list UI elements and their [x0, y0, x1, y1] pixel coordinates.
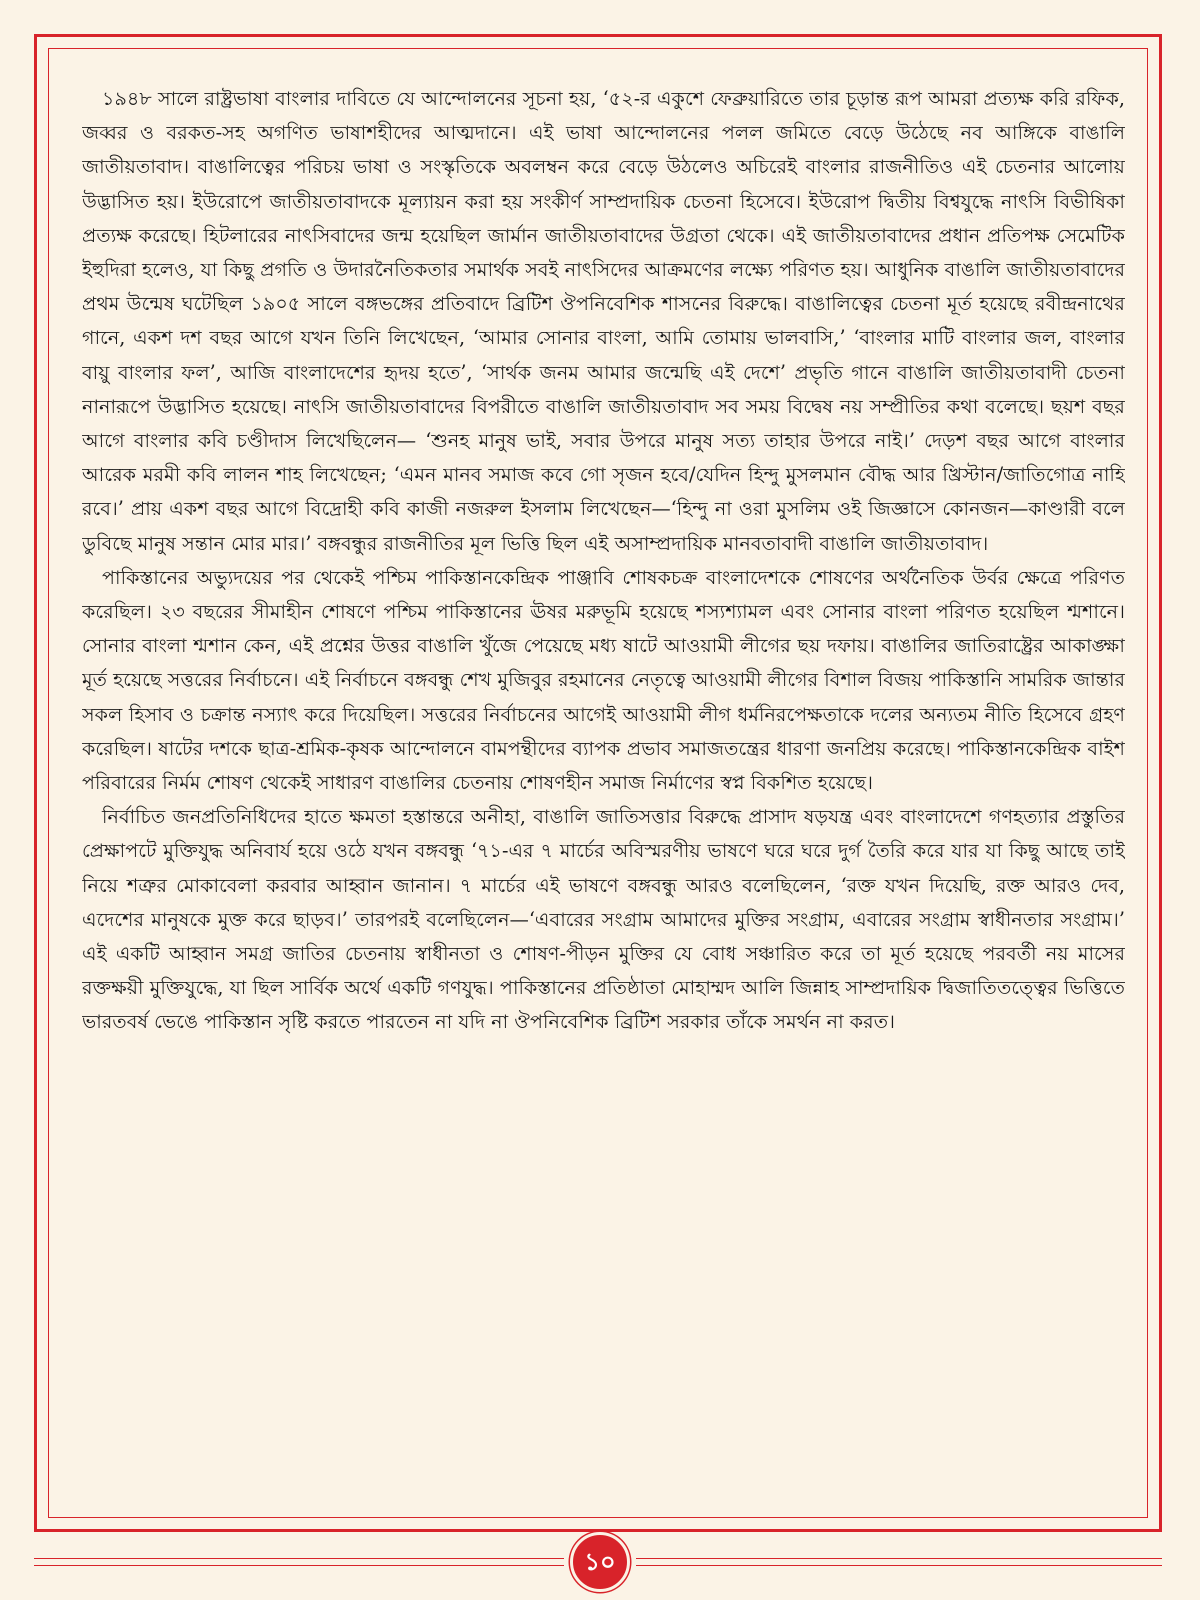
paragraph-1: ১৯৪৮ সালে রাষ্ট্রভাষা বাংলার দাবিতে যে আন্দোলনের সূচনা হয়, ‘৫২-র একুশে ফেব্রুয়ারিতে তার চূড়ান্ত রূপ আমরা প্রত্যক্ষ করি রফিক, জব্বর ও বরকত-সহ অগণিত ভাষাশহীদের আত্মদানে। এই ভাষা আন্দোলনের পলল জমিতে বেড়ে উঠেছে নব আঙ্গিকে বাঙালি জাতীয়তাবাদ। বাঙালিত্বের পরিচয় ভাষা ও সংস্কৃতিকে অবলম্বন করে বেড়ে উঠলেও অচিরেই বাংলার রাজনীতিও এই চেতনার আলোয় উদ্ভাসিত হয়। ইউরোপে জাতীয়তাবাদকে মূল্যায়ন করা হয় সংকীর্ণ সাম্প্রদায়িক চেতনা হিসেবে। ইউরোপ দ্বিতীয় বিশ্বযুদ্ধে নাৎসি বিভীষিকা প্রত্যক্ষ করেছে। হিটলারের নাৎসিবাদের জন্ম হয়েছিল জার্মান জাতীয়তাবাদের উগ্রতা থেকে। এই জাতীয়তাবাদের প্রধান প্রতিপক্ষ সেমেটিক ইহুদিরা হলেও, যা কিছু প্রগতি ও উদারনৈতিকতার সমার্থক সবই নাৎসিদের আক্রমণের লক্ষ্যে পরিণত হয়। আধুনিক বাঙালি জাতীয়তাবাদের প্রথম উন্মেষ ঘটেছিল ১৯০৫ সালে বঙ্গভঙ্গের প্রতিবাদে ব্রিটিশ ঔপনিবেশিক শাসনের বিরুদ্ধে। বাঙালিত্বের চেতনা মূর্ত হয়েছে রবীন্দ্রনাথের গানে, একশ দশ বছর আগে যখন তিনি লিখেছেন, ‘আমার সোনার বাংলা, আমি তোমায় ভালবাসি,’ ‘বাংলার মাটি বাংলার জল, বাংলার বায়ু বাংলার ফল’, আজি বাংলাদেশের হৃদয় হতে’, ‘সার্থক জনম আমার জন্মেছি এই দেশে’ প্রভৃতি গানে বাঙালি জাতীয়তাবাদী চেতনা নানারূপে উদ্ভাসিত হয়েছে। নাৎসি জাতীয়তাবাদের বিপরীতে বাঙালি জাতীয়তাবাদ সব সময় বিদ্বেষ নয় সম্প্রীতির কথা বলেছে। ছয়শ বছর আগে বাংলার কবি চণ্ডীদাস লিখেছিলেন— ‘শুনহ মানুষ ভাই, সবার উপরে মানুষ সত্য তাহার উপরে নাই।’ দেড়শ বছর আগে বাংলার আরেক মরমী কবি লালন শাহ লিখেছেন; ‘এমন মানব সমাজ কবে গো সৃজন হবে/যেদিন হিন্দু মুসলমান বৌদ্ধ আর খ্রিস্টান/জাতিগোত্র নাহি রবে।’ প্রায় একশ বছর আগে বিদ্রোহী কবি কাজী নজরুল ইসলাম লিখেছেন—‘হিন্দু না ওরা মুসলিম ওই জিজ্ঞাসে কোনজন—কাণ্ডারী বলে ডুবিছে মানুষ সন্তান মোর মার।’ বঙ্গবন্ধুর রাজনীতির মূল ভিত্তি ছিল এই অসাম্প্রদায়িক মানবতাবাদী বাঙালি জাতীয়তাবাদ। — [82, 87, 1125, 555]
footer-rule-left-bottom — [34, 1565, 564, 1566]
paragraph-2: পাকিস্তানের অভ্যুদয়ের পর থেকেই পশ্চিম পাকিস্তানকেন্দ্রিক পাঞ্জাবি শোষকচক্র বাংলাদেশকে শোষণের অর্থনৈতিক উর্বর ক্ষেত্রে পরিণত করেছিল। ২৩ বছরের সীমাহীন শোষণে পশ্চিম পাকিস্তানের ঊষর মরুভূমি হয়েছে শস্যশ্যামল এবং সোনার বাংলা পরিণত হয়েছিল শ্মশানে। সোনার বাংলা শ্মশান কেন, এই প্রশ্নের উত্তর বাঙালি খুঁজে পেয়েছে মধ্য ষাটে আওয়ামী লীগের ছয় দফায়। বাঙালির জাতিরাষ্ট্রের আকাঙ্ক্ষা মূর্ত হয়েছে সত্তরের নির্বাচনে। এই নির্বাচনে বঙ্গবন্ধু শেখ মুজিবুর রহমানের নেতৃত্বে আওয়ামী লীগের বিশাল বিজয় পাকিস্তানি সামরিক জান্তার সকল হিসাব ও চক্রান্ত নস্যাৎ করে দিয়েছিল। সত্তরের নির্বাচনের আগেই আওয়ামী লীগ ধর্মনিরপেক্ষতাকে দলের অন্যতম নীতি হিসেবে গ্রহণ করেছিল। ষাটের দশকে ছাত্র-শ্রমিক-কৃষক আন্দোলনে বামপন্থীদের ব্যাপক প্রভাব সমাজতন্ত্রের ধারণা জনপ্রিয় করেছে। পাকিস্তানকেন্দ্রিক বাইশ পরিবারের নির্মম শোষণ থেকেই সাধারণ বাঙালির চেতনায় শোষণহীন সমাজ নির্মাণের স্বপ্ন বিকশিত হয়েছে। — [82, 565, 1125, 795]
footer-rule-right-bottom — [636, 1565, 1162, 1566]
paragraph-3: নির্বাচিত জনপ্রতিনিধিদের হাতে ক্ষমতা হস্তান্তরে অনীহা, বাঙালি জাতিসত্তার বিরুদ্ধে প্রাসাদ ষড়যন্ত্র এবং বাংলাদেশে গণহত্যার প্রস্তুতির প্রেক্ষাপটে মুক্তিযুদ্ধ অনিবার্য হয়ে ওঠে যখন বঙ্গবন্ধু ‘৭১-এর ৭ মার্চের অবিস্মরণীয় ভাষণে ঘরে ঘরে দুর্গ তৈরি করে যার যা কিছু আছে তাই নিয়ে শত্রুর মোকাবেলা করবার আহ্বান জানান। ৭ মার্চের এই ভাষণে বঙ্গবন্ধু আরও বলেছিলেন, ‘রক্ত যখন দিয়েছি, রক্ত আরও দেব, এদেশের মানুষকে মুক্ত করে ছাড়ব।’ তারপরই বলেছিলেন—‘এবারের সংগ্রাম আমাদের মুক্তির সংগ্রাম, এবারের সংগ্রাম স্বাধীনতার সংগ্রাম।’ এই একটি আহ্বান সমগ্র জাতির চেতনায় স্বাধীনতা ও শোষণ-পীড়ন মুক্তির যে বোধ সঞ্চারিত করে তা মূর্ত হয়েছে পরবর্তী নয় মাসের রক্তক্ষয়ী মুক্তিযুদ্ধে, যা ছিল সার্বিক অর্থে একটি গণযুদ্ধ। পাকিস্তানের প্রতিষ্ঠাতা মোহাম্মদ আলি জিন্নাহ সাম্প্রদায়িক দ্বিজাতিতত্ত্বের ভিত্তিতে ভারতবর্ষ ভেঙে পাকিস্তান সৃষ্টি করতে পারতেন না যদি না ঔপনিবেশিক ব্রিটিশ সরকার তাঁকে সমর্থন না করত। — [82, 805, 1125, 1034]
article-body — [82, 82, 1125, 1512]
footer-rule-left-top — [34, 1558, 564, 1559]
footer-rule-right-top — [636, 1558, 1162, 1559]
page-number-badge: ১০ — [570, 1532, 630, 1592]
